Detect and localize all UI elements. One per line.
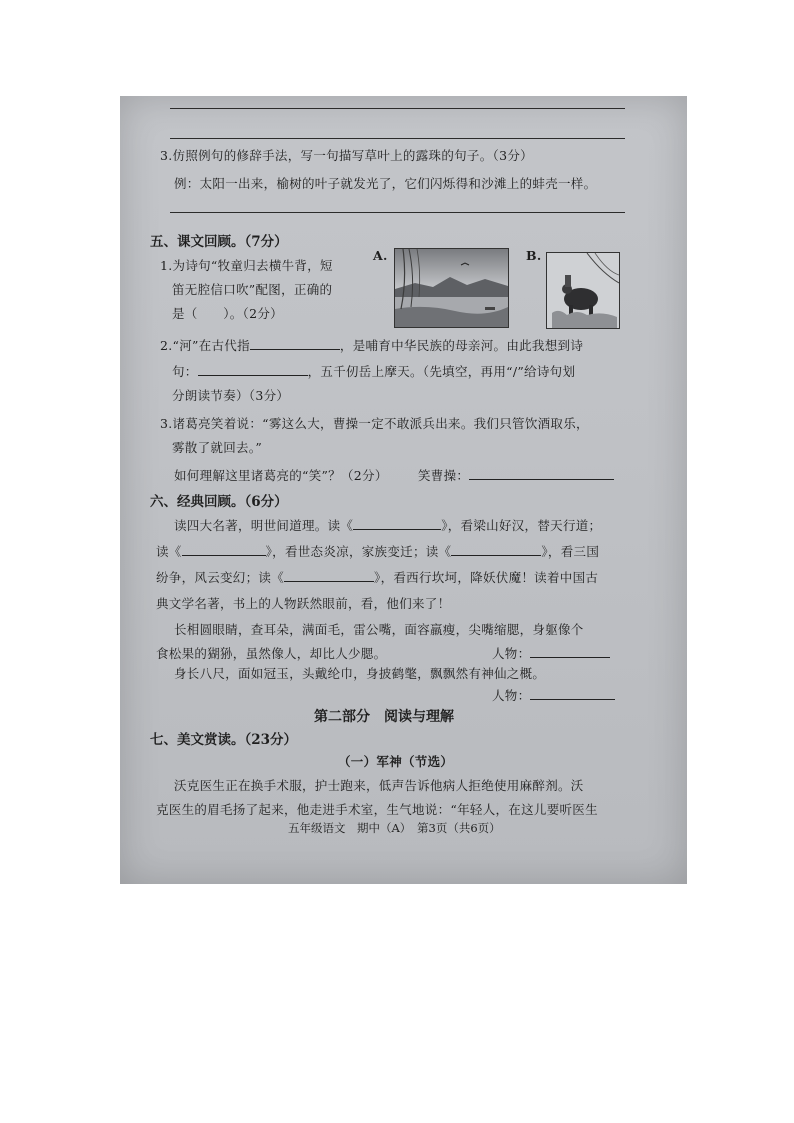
- person-label: 人物：: [492, 646, 531, 661]
- passage-title: （一）军神（节选）: [338, 754, 454, 769]
- q2-line2b: ，五千仞岳上摩天。（先填空，再用“/”给诗句划: [307, 364, 576, 379]
- paragraph-line: [174, 516, 601, 534]
- text-segment: 》，看世态炎凉，家族变迁；读《: [265, 544, 452, 559]
- page-footer: 五年级语文 期中（A） 第3页（共6页）: [288, 821, 501, 835]
- question-text: 如何理解这里诸葛亮的“笑”？（2分）: [174, 468, 388, 483]
- blank-person-1[interactable]: [530, 645, 610, 658]
- text-segment: 读《: [156, 544, 182, 559]
- question-prompt: 3.仿照例句的修辞手法，写一句描写草叶上的露珠的句子。（3分）: [160, 148, 533, 163]
- blank-book-4[interactable]: [284, 569, 374, 582]
- question-text: 1.为诗句“牧童归去横牛背，短: [160, 258, 333, 273]
- answer-label: [418, 466, 614, 484]
- answer-line: [170, 138, 625, 139]
- passage-text: 克医生的眉毛扬了起来，他走进手术室，生气地说：“年轻人，在这儿要听医生: [156, 802, 598, 817]
- option-b-illustration: [546, 252, 620, 329]
- character-description: 长相圆眼睛，查耳朵，满面毛，雷公嘴，面容羸瘦，尖嘴缩腮，身躯像个: [174, 622, 584, 637]
- character-description: 食松果的猢狲，虽然像人，却比人少腮。: [156, 646, 387, 661]
- q2-part2: ，是哺育中华民族的母亲河。由此我想到诗: [339, 338, 584, 353]
- example-sentence: 例：太阳一出来，榆树的叶子就发光了，它们闪烁得和沙滩上的蚌壳一样。: [174, 176, 597, 191]
- passage-text: 沃克医生正在换手术服，护士跑来，低声告诉他病人拒绝使用麻醉剂。沃: [174, 778, 584, 793]
- text-segment: 纷争，风云变幻；读《: [156, 570, 285, 585]
- question-text: 雾散了就回去。”: [172, 440, 263, 455]
- option-b-label: B.: [526, 248, 542, 263]
- q3-answer-label: 笑曹操：: [418, 468, 470, 483]
- text-segment: 》，看西行坎坷，降妖伏魔！读着中国古: [374, 570, 599, 585]
- blank-answer[interactable]: [469, 467, 614, 480]
- question-text: 是（ ）。（2分）: [172, 306, 283, 321]
- paragraph-line: [156, 542, 599, 560]
- option-a-label: A.: [373, 248, 388, 263]
- part-title: 第二部分 阅读与理解: [314, 709, 454, 725]
- blank-poem[interactable]: [198, 363, 308, 376]
- paragraph-line: 典文学名著，书上的人物跃然眼前，看，他们来了！: [156, 596, 451, 611]
- question-text: 3.诸葛亮笑着说：“雾这么大，曹操一定不敢派兵出来。我们只管饮酒取乐，: [160, 416, 589, 431]
- person-label: 人物：: [492, 688, 531, 703]
- blank-river[interactable]: [250, 337, 340, 350]
- answer-line: [170, 108, 625, 109]
- person-answer: [492, 644, 610, 662]
- person-answer: [492, 686, 615, 704]
- section-title: 五、课文回顾。（7分）: [150, 234, 288, 250]
- question-text: [160, 336, 583, 354]
- question-text: 笛无腔信口吹”配图，正确的: [172, 282, 333, 297]
- blank-book-1[interactable]: [353, 517, 441, 530]
- section-title: 六、经典回顾。（6分）: [150, 494, 288, 510]
- question-text: [172, 362, 575, 380]
- section-title: 七、美文赏读。（23分）: [150, 732, 298, 748]
- answer-line: [170, 212, 625, 213]
- question-text: 分朗读节奏）（3分）: [172, 388, 290, 403]
- blank-person-2[interactable]: [530, 687, 615, 700]
- q2-part1: 2.“河”在古代指: [160, 338, 250, 353]
- paragraph-line: [156, 568, 598, 586]
- text-segment: 》，看三国: [541, 544, 600, 559]
- blank-book-2[interactable]: [182, 543, 266, 556]
- option-a-illustration: [394, 248, 509, 328]
- character-description: 身长八尺，面如冠玉，头戴纶巾，身披鹤氅，飘飘然有神仙之概。: [174, 666, 546, 681]
- text-segment: 》，看梁山好汉，替天行道；: [441, 518, 602, 533]
- exam-page-photo: [120, 96, 687, 884]
- q2-line2a: 句：: [172, 364, 198, 379]
- text-segment: 读四大名著，明世间道理。读《: [174, 518, 354, 533]
- blank-book-3[interactable]: [451, 543, 541, 556]
